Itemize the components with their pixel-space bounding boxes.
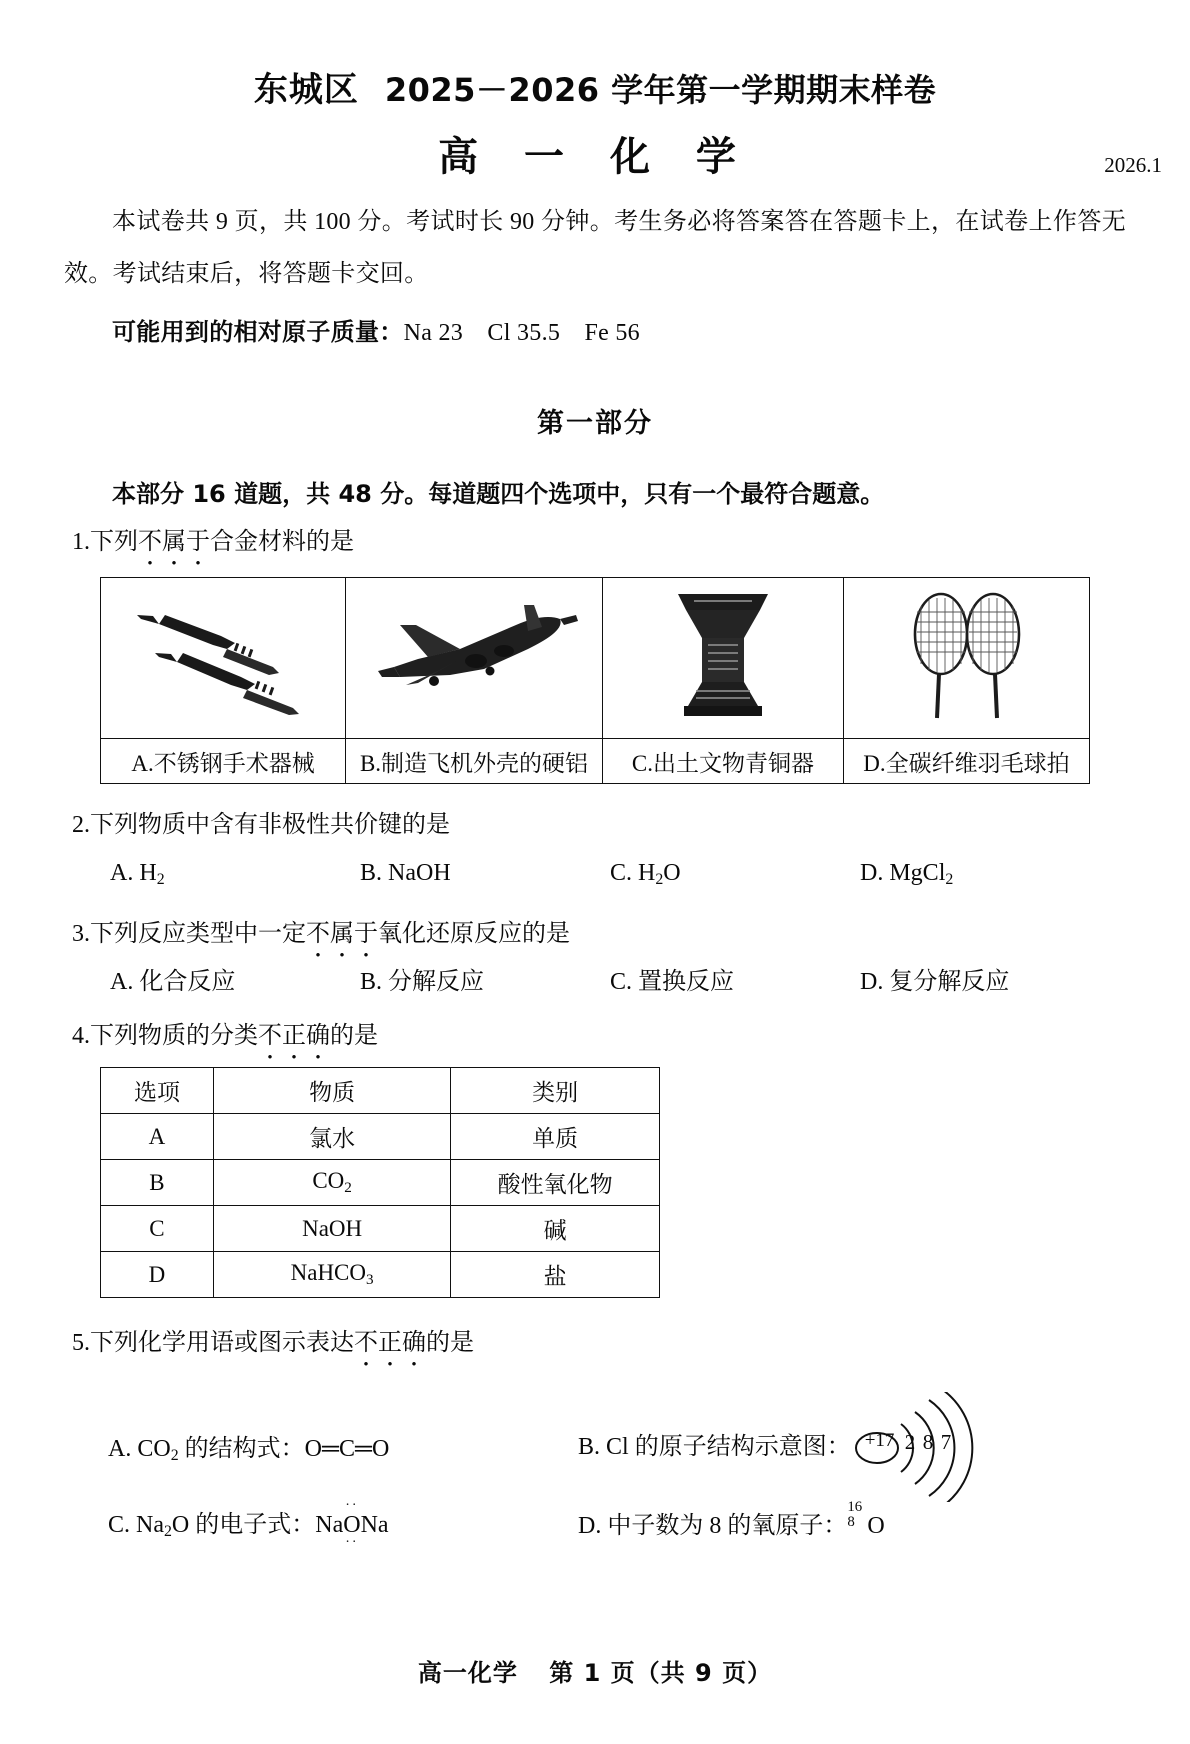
- element-symbol: O: [867, 1512, 885, 1539]
- option-a-text: 不锈钢手术器械: [153, 750, 315, 776]
- option-b[interactable]: [360, 965, 610, 999]
- emphasis-char: 于: [186, 529, 210, 555]
- option-c-label-cell[interactable]: [602, 739, 843, 784]
- table-row[interactable]: [101, 1252, 660, 1298]
- atomic-mass-values: Na 23 Cl 35.5 Fe 56: [403, 320, 640, 346]
- emphasis-char: 确: [306, 1023, 330, 1050]
- emphasis-char: 于: [354, 921, 378, 948]
- question-4-number: 4.: [72, 1023, 90, 1050]
- question-3-options: [110, 965, 1190, 999]
- badminton-racket-icon: [881, 586, 1051, 726]
- electron-dot-oxygen: ·· O ··: [343, 1497, 361, 1550]
- emphasis-char: 不: [258, 1023, 282, 1050]
- option-d-label: D.: [860, 969, 884, 996]
- nucleus-charge: +17: [864, 1430, 895, 1452]
- option-d[interactable]: [860, 965, 1009, 999]
- electron-dots-bottom: ··: [345, 1534, 359, 1550]
- question-1-stem-after: 合金材料的是: [210, 529, 354, 555]
- emphasis-char: 正: [378, 1330, 402, 1357]
- row-a-option: A: [101, 1114, 214, 1160]
- question-5-number: 5.: [72, 1330, 90, 1357]
- header-substance: 物质: [213, 1068, 450, 1114]
- table-row: [101, 578, 1090, 739]
- question-3-stem-before: 下列反应类型中一定: [90, 921, 306, 948]
- option-c[interactable]: [610, 965, 860, 999]
- option-a-value: O═C═O: [304, 1435, 390, 1462]
- option-a-label: A.: [131, 750, 154, 776]
- option-d-prefix: 中子数为 8 的氧原子：: [607, 1512, 848, 1539]
- question-3-stem: [72, 917, 1190, 951]
- option-d-label-cell[interactable]: [843, 739, 1089, 784]
- header-option: 选项: [101, 1068, 214, 1114]
- question-5-stem: [72, 1326, 1190, 1360]
- row-b-category: 酸性氧化物: [451, 1160, 660, 1206]
- exam-date: 2026.1: [1104, 153, 1162, 177]
- option-a-image-cell: [101, 578, 346, 739]
- instruction-paragraph: 本试卷共 9 页，共 100 分。考试时长 90 分钟。考生务必将答案答在答题卡上，在试卷上作答无效。考试结束后，将答题卡交回。: [64, 209, 1126, 287]
- footer-subject: 高一化学: [417, 1659, 518, 1687]
- question-4-stem-before: 下列物质的分类: [90, 1023, 258, 1050]
- shell-2-electrons: 8: [922, 1430, 934, 1455]
- option-a-label: A.: [110, 969, 134, 996]
- option-a[interactable]: [110, 965, 360, 999]
- scalpel-icon: [123, 591, 323, 721]
- question-4-table: [100, 1067, 660, 1298]
- emphasis-char: 属: [330, 921, 354, 948]
- option-b-formula: NaOH: [388, 860, 451, 886]
- question-5-row-2: [108, 1492, 1190, 1552]
- shell-3-electrons: 7: [940, 1430, 952, 1455]
- option-a-label-cell[interactable]: [101, 739, 346, 784]
- emphasis-char: 不: [138, 529, 162, 555]
- subject-row: [0, 125, 1190, 182]
- option-b-label: B.: [578, 1434, 601, 1461]
- question-3-number: 3.: [72, 921, 90, 948]
- option-d[interactable]: D. MgCl$_2$: [860, 860, 954, 889]
- question-3-stem-after: 氧化还原反应的是: [378, 921, 570, 948]
- table-header-row: [101, 1068, 660, 1114]
- option-b-image-cell: [346, 578, 603, 739]
- option-d-image-cell: [843, 578, 1089, 739]
- row-a-category: 单质: [451, 1114, 660, 1160]
- option-c[interactable]: C. $H_2O$: [610, 860, 681, 889]
- option-d-label: D.: [578, 1512, 602, 1539]
- row-d-category: 盐: [451, 1252, 660, 1298]
- atomic-number: 8: [847, 1513, 855, 1530]
- option-b-label: B.: [360, 969, 383, 996]
- option-b-label-cell[interactable]: [346, 739, 603, 784]
- option-c-label: C.: [610, 860, 633, 886]
- option-c-label: C.: [610, 969, 633, 996]
- page-footer: [0, 1653, 1190, 1688]
- electron-dots-top: ··: [345, 1497, 359, 1513]
- option-c[interactable]: C. $Na_2O$ 的电子式：Na ·· O ·· Na: [108, 1497, 389, 1550]
- row-c-substance: NaOH: [213, 1206, 450, 1252]
- option-b-label: B.: [360, 860, 383, 886]
- row-b-substance: $CO_2$: [213, 1160, 450, 1206]
- atomic-mass-label: 可能用到的相对原子质量：: [112, 318, 404, 346]
- option-a-text: 化合反应: [139, 969, 236, 996]
- section-title: 第一部分: [537, 408, 653, 439]
- option-b-text: 分解反应: [388, 969, 485, 996]
- option-b[interactable]: [578, 1424, 965, 1468]
- table-row[interactable]: [101, 1160, 660, 1206]
- question-4-stem-after: 的是: [330, 1023, 378, 1050]
- question-4-stem: [72, 1019, 1190, 1053]
- row-c-category: 碱: [451, 1206, 660, 1252]
- option-b[interactable]: [360, 856, 610, 897]
- emphasis-char: 不: [306, 921, 330, 948]
- airplane-icon: [364, 591, 584, 721]
- option-c-label: C.: [108, 1511, 131, 1538]
- option-a[interactable]: A. $H_2$: [110, 860, 165, 889]
- question-5-stem-after: 的是: [426, 1330, 474, 1357]
- question-5-row-1: [108, 1400, 1190, 1492]
- row-a-substance: 氯水: [213, 1114, 450, 1160]
- question-1-option-table: [100, 577, 1090, 784]
- atom-structure-diagram: [857, 1424, 965, 1468]
- option-a[interactable]: A. $CO_2$ 的结构式：O═C═O: [108, 1435, 390, 1464]
- option-b-label: B.: [359, 750, 382, 776]
- option-c-text: 置换反应: [638, 969, 735, 996]
- isotope-notation: [847, 1499, 867, 1533]
- mass-number: 16: [847, 1499, 863, 1516]
- option-a-label: A.: [108, 1435, 132, 1462]
- question-1-stem-before: 下列: [90, 529, 138, 555]
- emphasis-char: 属: [162, 529, 186, 555]
- footer-page-number: 第 1 页（共 9 页）: [549, 1659, 773, 1687]
- option-c-image-cell: [602, 578, 843, 739]
- row-b-option: B: [101, 1160, 214, 1206]
- option-d[interactable]: [578, 1499, 885, 1540]
- exam-header: [0, 62, 1190, 111]
- shell-1-electrons: 2: [904, 1430, 916, 1455]
- row-d-substance: NaHCO$_3$: [213, 1252, 450, 1298]
- option-d-text: 全碳纤维羽毛球拍: [885, 750, 1070, 776]
- question-1-stem: [72, 525, 1190, 559]
- emphasis-char: 正: [282, 1023, 306, 1050]
- atomic-mass-line: [64, 306, 1126, 359]
- option-d-label: D.: [863, 750, 886, 776]
- option-d-text: 复分解反应: [889, 969, 1010, 996]
- question-2-options: [110, 856, 1190, 897]
- emphasis-char: 确: [402, 1330, 426, 1357]
- question-5-options: [0, 1400, 1190, 1552]
- emphasis-char: 不: [354, 1330, 378, 1357]
- section-note: 本部分 16 道题，共 48 分。每道题四个选项中，只有一个最符合题意。: [112, 480, 885, 508]
- table-row[interactable]: [101, 1206, 660, 1252]
- option-c-text: 出土文物青铜器: [652, 750, 814, 776]
- bronze-vessel-icon: [648, 586, 798, 726]
- row-c-option: C: [101, 1206, 214, 1252]
- option-b-prefix: Cl 的原子结构示意图：: [606, 1434, 851, 1461]
- district-name: 东城区: [253, 70, 359, 110]
- table-row[interactable]: [101, 1114, 660, 1160]
- question-5-stem-before: 下列化学用语或图示表达: [90, 1330, 354, 1357]
- option-d-label: D.: [860, 860, 884, 886]
- question-2-stem: [72, 808, 1190, 842]
- option-b-text: 制造飞机外壳的硬铝: [381, 750, 589, 776]
- question-1-number: 1.: [72, 529, 90, 555]
- exam-page: [0, 62, 1190, 1744]
- option-a-label: A.: [110, 860, 134, 886]
- question-2-stem-text: 下列物质中含有非极性共价键的是: [90, 812, 450, 838]
- question-2-number: 2.: [72, 812, 90, 838]
- option-c-label: C.: [631, 750, 653, 776]
- table-row: [101, 739, 1090, 784]
- exam-title: 2025－2026 学年第一学期期末样卷: [384, 71, 937, 109]
- row-d-option: D: [101, 1252, 214, 1298]
- subject-title: 高 一 化 学: [438, 134, 752, 180]
- header-category: 类别: [451, 1068, 660, 1114]
